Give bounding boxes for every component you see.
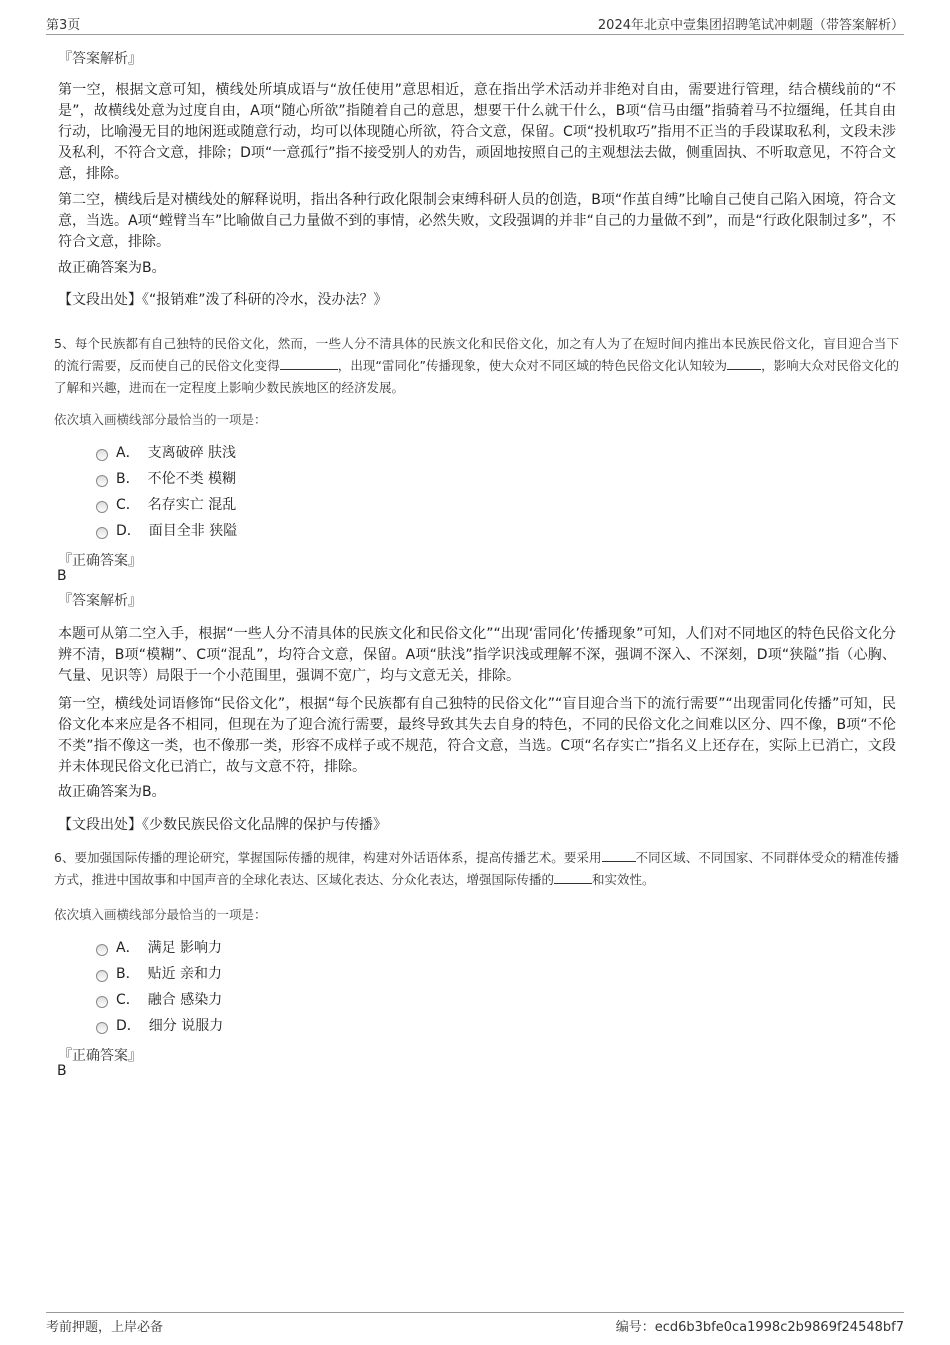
analysis-label: 『答案解析』 (58, 51, 142, 67)
option-b[interactable] (96, 468, 236, 490)
analysis-paragraph: 第一空，横线处词语修饰“民俗文化”，根据“每个民族都有自己独特的民俗文化”“盲目迎合当下的流行需要”“出现雷同化传播”可知，民俗文化本来应是各不相同，但现在为了迎合流行需要，最终导致其失去自身的特色，不同的民俗文化之间难以区分、四不像，B项“不伦不类”指不像这一类，也不像那一类，形容不成样子或不规范，符合文意，当选。C项“名存实亡”指名义上还存在，实际上已消亡，文段并未体现民俗文化已消亡，故与文意不符，排除。 (58, 696, 896, 775)
conclusion-text: 故正确答案为B。 (58, 260, 166, 276)
option-d[interactable] (96, 1015, 223, 1037)
radio-icon[interactable] (96, 527, 108, 539)
option-text: 支离破碎 肤浅 (147, 445, 237, 461)
analysis-paragraph: 第二空，横线后是对横线处的解释说明，指出各种行政化限制会束缚科研人员的创造，B项“作茧自缚”比喻自己使自己陷入困境，符合文意，当选。A项“螳臂当车”比喻做自己力量做不到的事情，必然失败，文段强调的并非“自己的力量做不到”，而是“行政化限制过多”，不符合文意，排除。 (58, 192, 896, 250)
option-a[interactable] (96, 937, 222, 959)
stem-text: 和实效性。 (592, 872, 655, 887)
document-title: 2024年北京中壹集团招聘笔试冲刺题（带答案解析） (597, 18, 904, 33)
radio-icon[interactable] (96, 970, 108, 982)
analysis-label: 『答案解析』 (58, 593, 142, 609)
option-letter: C． (116, 497, 140, 513)
option-letter: A． (116, 940, 140, 956)
stem-text: 6、要加强国际传播的理论研究，掌握国际传播的规律，构建对外话语体系，提高传播艺术。要采用 (54, 850, 602, 865)
fill-blank (280, 355, 338, 370)
option-text: 细分 说服力 (148, 1018, 224, 1034)
footer-slogan: 考前押题，上岸必备 (46, 1320, 164, 1335)
stem-text: 不同区域、不同国家、不同群体受众的精准传播方式，推进中国故事和中国声音的全球化表达、区域化表达、分众化表达，增强国际传播的 (54, 850, 899, 887)
page-footer (46, 1312, 904, 1335)
option-letter: D． (116, 523, 141, 539)
analysis-paragraph: 本题可从第二空入手，根据“一些人分不清具体的民族文化和民俗文化”“出现‘雷同化’传播现象”可知，人们对不同地区的特色民俗文化分辨不清，B项“模糊”、C项“混乱”，均符合文意，保留。A项“肤浅”指学识浅或理解不深，强调不深入、不深刻，D项“狭隘”指（心胸、气量、见识等）局限于一个小范围里，强调不宽广，均与文意无关，排除。 (58, 626, 896, 684)
option-text: 面目全非 狭隘 (148, 523, 238, 539)
option-letter: A． (116, 445, 140, 461)
option-text: 不伦不类 模糊 (147, 471, 237, 487)
correct-answer-value: B (57, 1063, 67, 1079)
stem-text: 5、每个民族都有自己独特的民俗文化，然而，一些人分不清具体的民族文化和民俗文化，加之有人为了在短时间内推出本民族民俗文化，盲目迎合当下的流行需要，反而使自己的民俗文化变得 (54, 336, 899, 373)
radio-icon[interactable] (96, 475, 108, 487)
option-text: 融合 感染力 (147, 992, 223, 1008)
option-text: 满足 影响力 (147, 940, 223, 956)
option-text: 贴近 亲和力 (147, 966, 223, 982)
radio-icon[interactable] (96, 944, 108, 956)
fill-blank (727, 355, 761, 370)
analysis-paragraph: 第一空，根据文意可知，横线处所填成语与“放任使用”意思相近，意在指出学术活动并非绝对自由，需要进行管理，结合横线前的“不是”，故横线处意为过度自由，A项“随心所欲”指随着自己的意思，想要干什么就干什么，B项“信马由缰”指骑着马不拉缰绳，任其自由行动，比喻漫无目的地闲逛或随意行动，均可以体现随心所欲，符合文意，保留。C项“投机取巧”指用不正当的手段谋取私利，文段未涉及私利，不符合文意，排除；D项“一意孤行”指不接受别人的劝告，顽固地按照自己的主观想法去做，侧重固执、不听取意见，不符合文意，排除。 (58, 82, 896, 182)
option-a[interactable] (96, 442, 236, 464)
option-b[interactable] (96, 963, 222, 985)
option-d[interactable] (96, 520, 237, 542)
option-letter: B． (116, 471, 140, 487)
radio-icon[interactable] (96, 501, 108, 513)
question-6-stem (54, 847, 899, 891)
radio-icon[interactable] (96, 449, 108, 461)
fill-blank (554, 869, 592, 884)
correct-answer-label: 『正确答案』 (58, 553, 142, 569)
source-citation: 【文段出处】《“报销难”泼了科研的冷水，没办法？》 (58, 292, 388, 308)
question-prompt: 依次填入画横线部分最恰当的一项是： (54, 412, 267, 427)
stem-text: ，影响大众对民俗文化的了解和兴趣，进而在一定程度上影响少数民族地区的经济发展。 (54, 358, 899, 395)
option-letter: B． (116, 966, 140, 982)
correct-answer-value: B (57, 568, 67, 584)
conclusion-text: 故正确答案为B。 (58, 784, 166, 800)
option-c[interactable] (96, 494, 236, 516)
radio-icon[interactable] (96, 1022, 108, 1034)
document-serial: 编号：ecd6b3bfe0ca1998c2b9869f24548bf7 (615, 1320, 904, 1335)
correct-answer-label: 『正确答案』 (58, 1048, 142, 1064)
option-c[interactable] (96, 989, 222, 1011)
stem-text: ，出现“雷同化”传播现象，使大众对不同区域的特色民俗文化认知较为 (337, 358, 728, 373)
option-text: 名存实亡 混乱 (147, 497, 237, 513)
page-number: 第3页 (46, 18, 81, 33)
fill-blank (602, 847, 636, 862)
question-prompt: 依次填入画横线部分最恰当的一项是： (54, 907, 267, 922)
source-citation: 【文段出处】《少数民族民俗文化品牌的保护与传播》 (58, 817, 387, 833)
page-header (46, 14, 904, 35)
radio-icon[interactable] (96, 996, 108, 1008)
option-letter: D． (116, 1018, 141, 1034)
option-letter: C． (116, 992, 140, 1008)
question-5-stem (54, 333, 899, 399)
